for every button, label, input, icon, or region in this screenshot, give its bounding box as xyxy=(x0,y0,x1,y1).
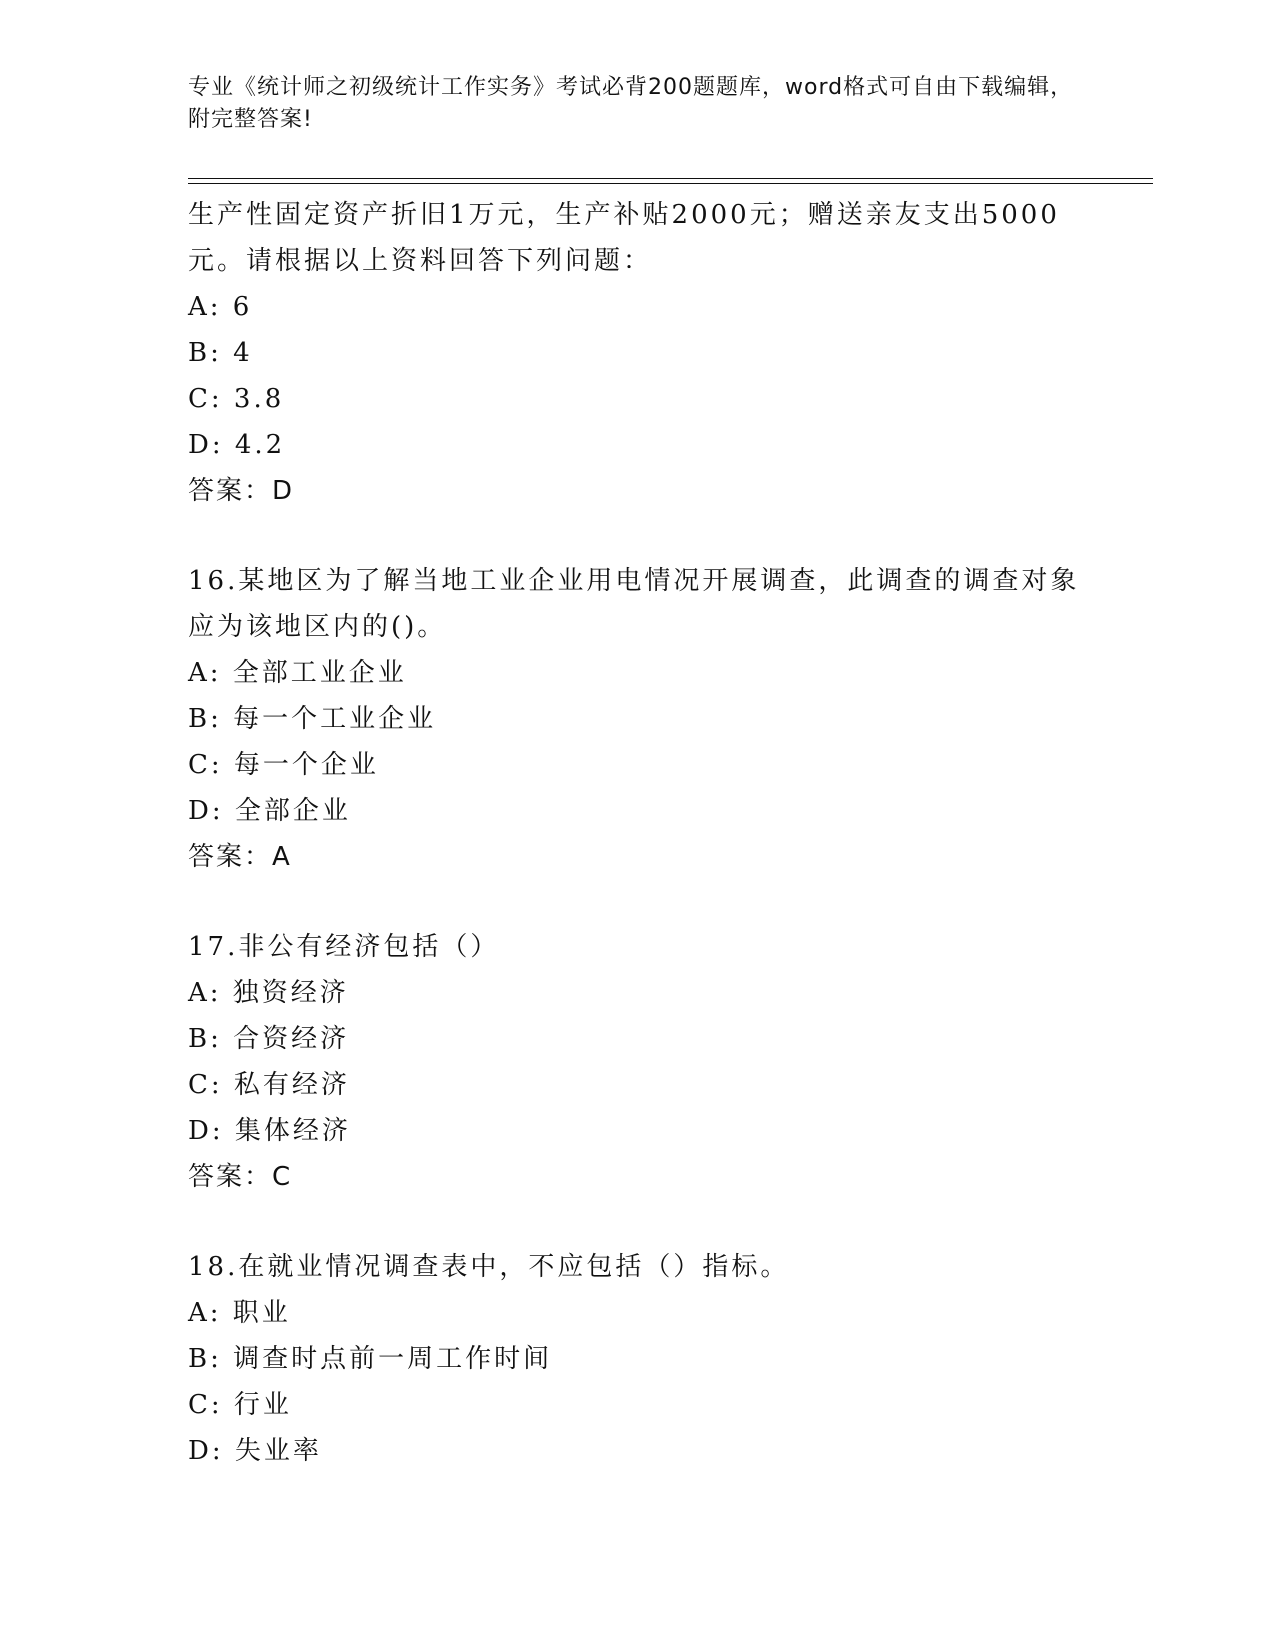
option-b: B: 合资经济 xyxy=(188,1024,350,1054)
question-stem-line: 生产性固定资产折旧1万元，生产补贴2000元；赠送亲友支出5000 xyxy=(188,200,1060,230)
option-d: D: 集体经济 xyxy=(188,1116,351,1146)
option-b: B: 调查时点前一周工作时间 xyxy=(188,1344,553,1374)
option-c: C: 行业 xyxy=(188,1390,292,1420)
answer-line: 答案：A xyxy=(188,842,292,872)
option-c: C: 3.8 xyxy=(188,384,285,414)
question-16 xyxy=(188,558,1088,880)
option-b: B: 每一个工业企业 xyxy=(188,704,437,734)
question-stem-line: 16.某地区为了解当地工业企业用电情况开展调查，此调查的调查对象 xyxy=(188,566,1080,596)
option-d: D: 失业率 xyxy=(188,1436,322,1466)
answer-line: 答案：C xyxy=(188,1162,293,1192)
option-a: A: 独资经济 xyxy=(188,978,349,1008)
question-18 xyxy=(188,1244,1088,1474)
question-stem-line: 应为该地区内的()。 xyxy=(188,612,447,642)
header-rule-top xyxy=(188,178,1153,179)
option-d: D: 全部企业 xyxy=(188,796,351,826)
option-c: C: 私有经济 xyxy=(188,1070,350,1100)
question-17 xyxy=(188,924,1088,1200)
answer-line: 答案：D xyxy=(188,476,295,506)
spacer xyxy=(188,514,1088,558)
option-d: D: 4.2 xyxy=(188,430,286,460)
option-a: A: 全部工业企业 xyxy=(188,658,407,688)
document-header: 专业《统计师之初级统计工作实务》考试必背200题题库，word格式可自由下载编辑，附完整答案! xyxy=(188,75,1074,132)
option-a: A: 职业 xyxy=(188,1298,291,1328)
document-body xyxy=(188,192,1088,1474)
question-stem-line: 18.在就业情况调查表中，不应包括（）指标。 xyxy=(188,1252,790,1282)
option-a: A: 6 xyxy=(188,292,253,322)
question-15 xyxy=(188,192,1088,514)
header-rule-bottom xyxy=(188,183,1153,184)
spacer xyxy=(188,880,1088,924)
spacer xyxy=(188,1200,1088,1244)
option-b: B: 4 xyxy=(188,338,253,368)
option-c: C: 每一个企业 xyxy=(188,750,379,780)
question-stem-line: 17.非公有经济包括（） xyxy=(188,932,500,962)
question-stem-line: 元。请根据以上资料回答下列问题： xyxy=(188,246,653,276)
